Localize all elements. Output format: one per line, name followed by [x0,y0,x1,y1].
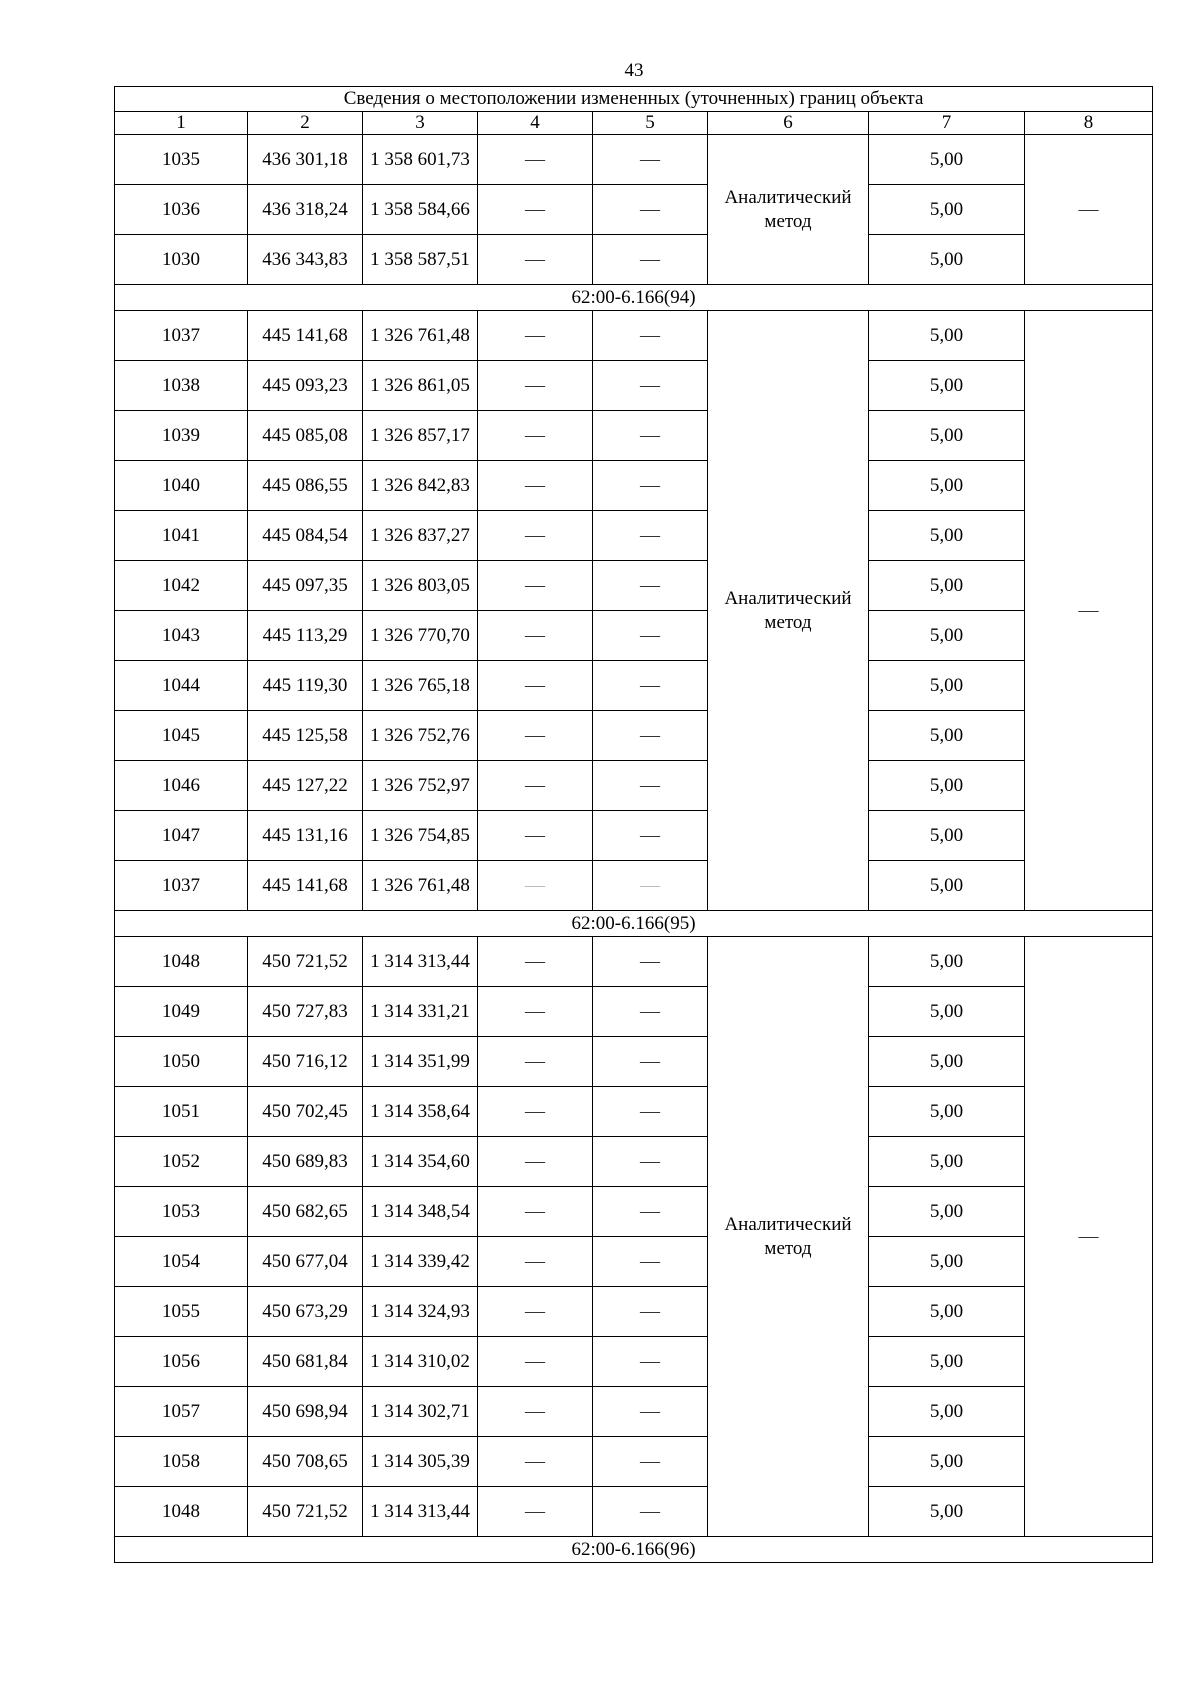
point-number: 1052 [115,1137,248,1187]
table-row [115,1287,1153,1337]
col5-dash: — [593,1087,708,1137]
table-row [115,561,1153,611]
accuracy: 5,00 [869,861,1025,911]
coord-x: 450 681,84 [248,1337,363,1387]
col4-dash: — [478,611,593,661]
col5-dash: — [593,1037,708,1087]
point-number: 1030 [115,235,248,285]
table-row [115,1137,1153,1187]
col5-dash: — [593,511,708,561]
parcel-id: 62:00-6.166(95) [115,911,1153,937]
accuracy: 5,00 [869,1187,1025,1237]
coord-x: 445 086,55 [248,461,363,511]
col4-dash: — [478,511,593,561]
coord-y: 1 326 861,05 [363,361,478,411]
col5-dash: — [593,1237,708,1287]
coord-x: 445 084,54 [248,511,363,561]
coord-y: 1 314 302,71 [363,1387,478,1437]
table-row [115,1487,1153,1537]
table-row [115,811,1153,861]
coord-x: 450 673,29 [248,1287,363,1337]
column-number: 3 [363,112,478,135]
method-line1: Аналитический [724,1213,852,1235]
table-row [115,1337,1153,1387]
coord-y: 1 326 754,85 [363,811,478,861]
coord-y: 1 314 331,21 [363,987,478,1037]
method-cell [708,937,869,1537]
col4-dash: — [478,185,593,235]
col5-dash: — [593,461,708,511]
col4-dash: — [478,1037,593,1087]
col4-dash: — [478,311,593,361]
point-number: 1047 [115,811,248,861]
table-row [115,135,1153,185]
method-line2: метод [764,611,812,633]
point-number: 1037 [115,311,248,361]
accuracy: 5,00 [869,1087,1025,1137]
col4-dash: — [478,361,593,411]
table-caption: Сведения о местоположении измененных (уточненных) границ объекта [115,87,1153,112]
col5-dash: — [593,1387,708,1437]
table-row [115,861,1153,911]
coord-y: 1 314 348,54 [363,1187,478,1237]
table-row [115,235,1153,285]
point-number: 1054 [115,1237,248,1287]
column-number: 1 [115,112,248,135]
coord-x: 436 343,83 [248,235,363,285]
accuracy: 5,00 [869,1387,1025,1437]
point-number: 1051 [115,1087,248,1137]
table-row [115,411,1153,461]
accuracy: 5,00 [869,311,1025,361]
coord-y: 1 326 765,18 [363,661,478,711]
table-row [115,1387,1153,1437]
coord-x: 445 097,35 [248,561,363,611]
boundary-table [114,86,1153,1563]
accuracy: 5,00 [869,1487,1025,1537]
method-cell [708,311,869,911]
col4-dash: — [478,461,593,511]
accuracy: 5,00 [869,1437,1025,1487]
column-number: 5 [593,112,708,135]
column-number-row [115,112,1153,135]
col5-dash: — [593,987,708,1037]
col5-dash: — [593,1487,708,1537]
col5-dash: — [593,1137,708,1187]
column-number: 6 [708,112,869,135]
coord-y: 1 314 310,02 [363,1337,478,1387]
point-number: 1045 [115,711,248,761]
point-number: 1042 [115,561,248,611]
coord-y: 1 314 313,44 [363,937,478,987]
point-number: 1048 [115,937,248,987]
col4-dash: — [478,1287,593,1337]
col5-dash: — [593,1287,708,1337]
col5-dash: — [593,185,708,235]
point-number: 1043 [115,611,248,661]
col5-dash: — [593,761,708,811]
col4-dash: — [478,987,593,1037]
col4-dash: — [478,235,593,285]
accuracy: 5,00 [869,235,1025,285]
accuracy: 5,00 [869,661,1025,711]
table-row [115,1437,1153,1487]
table-row [115,711,1153,761]
coord-y: 1 326 770,70 [363,611,478,661]
coord-y: 1 314 305,39 [363,1437,478,1487]
coord-y: 1 326 857,17 [363,411,478,461]
column-number: 2 [248,112,363,135]
page-number: 43 [624,60,644,81]
coord-y: 1 358 584,66 [363,185,478,235]
coord-x: 445 119,30 [248,661,363,711]
coord-x: 445 113,29 [248,611,363,661]
col8-dash: — [1025,311,1153,911]
method-line1: Аналитический [724,587,852,609]
method-line1: Аналитический [724,186,852,208]
table-row [115,1037,1153,1087]
col4-dash: — [478,1237,593,1287]
col4-dash: — [478,1387,593,1437]
accuracy: 5,00 [869,1237,1025,1287]
coord-y: 1 326 842,83 [363,461,478,511]
point-number: 1057 [115,1387,248,1437]
coord-y: 1 358 587,51 [363,235,478,285]
point-number: 1035 [115,135,248,185]
col4-dash: — [478,1187,593,1237]
coord-x: 450 702,45 [248,1087,363,1137]
coord-x: 450 721,52 [248,937,363,987]
col4-dash: — [478,937,593,987]
table-row [115,937,1153,987]
table-row [115,511,1153,561]
accuracy: 5,00 [869,561,1025,611]
col4-dash: — [478,661,593,711]
col5-dash: — [593,661,708,711]
col5-dash: — [593,411,708,461]
accuracy: 5,00 [869,411,1025,461]
coord-x: 450 698,94 [248,1387,363,1437]
accuracy: 5,00 [869,1287,1025,1337]
parcel-row [115,911,1153,937]
col5-dash: — [593,561,708,611]
col8-dash: — [1025,937,1153,1537]
table-row [115,361,1153,411]
accuracy: 5,00 [869,1137,1025,1187]
coord-x: 445 125,58 [248,711,363,761]
accuracy: 5,00 [869,937,1025,987]
coord-y: 1 326 752,97 [363,761,478,811]
table-row [115,987,1153,1037]
coord-y: 1 326 761,48 [363,861,478,911]
coord-x: 436 318,24 [248,185,363,235]
coord-x: 445 141,68 [248,311,363,361]
accuracy: 5,00 [869,987,1025,1037]
col4-dash: — [478,1087,593,1137]
accuracy: 5,00 [869,461,1025,511]
col5-dash: — [593,1437,708,1487]
point-number: 1049 [115,987,248,1037]
point-number: 1058 [115,1437,248,1487]
coord-y: 1 326 803,05 [363,561,478,611]
point-number: 1053 [115,1187,248,1237]
col5-dash: — [593,311,708,361]
col5-dash: — [593,811,708,861]
accuracy: 5,00 [869,135,1025,185]
table-caption-row [115,87,1153,112]
col4-dash: — [478,811,593,861]
parcel-id: 62:00-6.166(96) [115,1537,1153,1563]
table-row [115,461,1153,511]
coord-x: 450 708,65 [248,1437,363,1487]
point-number: 1039 [115,411,248,461]
point-number: 1038 [115,361,248,411]
point-number: 1046 [115,761,248,811]
accuracy: 5,00 [869,811,1025,861]
col4-dash: — [478,1487,593,1537]
coord-x: 450 716,12 [248,1037,363,1087]
accuracy: 5,00 [869,611,1025,661]
col5-dash: — [593,611,708,661]
coord-x: 445 093,23 [248,361,363,411]
coord-y: 1 326 752,76 [363,711,478,761]
coord-x: 445 141,68 [248,861,363,911]
table-row [115,611,1153,661]
point-number: 1048 [115,1487,248,1537]
col5-dash: — [593,937,708,987]
col4-dash: — [478,411,593,461]
method-line2: метод [764,210,812,232]
coord-y: 1 314 351,99 [363,1037,478,1087]
col5-dash: — [593,861,708,911]
accuracy: 5,00 [869,761,1025,811]
table-row [115,311,1153,361]
point-number: 1050 [115,1037,248,1087]
coord-x: 436 301,18 [248,135,363,185]
col4-dash: — [478,561,593,611]
coord-y: 1 314 339,42 [363,1237,478,1287]
column-number: 7 [869,112,1025,135]
coord-x: 450 689,83 [248,1137,363,1187]
column-number: 8 [1025,112,1153,135]
coord-y: 1 314 324,93 [363,1287,478,1337]
table-row [115,1237,1153,1287]
coord-y: 1 314 354,60 [363,1137,478,1187]
parcel-row [115,1537,1153,1563]
col4-dash: — [478,711,593,761]
table-row [115,185,1153,235]
accuracy: 5,00 [869,361,1025,411]
coord-x: 450 682,65 [248,1187,363,1237]
method-cell [708,135,869,285]
point-number: 1041 [115,511,248,561]
coord-x: 445 127,22 [248,761,363,811]
col4-dash: — [478,1337,593,1387]
coord-x: 445 131,16 [248,811,363,861]
coord-y: 1 314 358,64 [363,1087,478,1137]
table-row [115,661,1153,711]
point-number: 1040 [115,461,248,511]
table-row [115,761,1153,811]
col4-dash: — [478,135,593,185]
accuracy: 5,00 [869,185,1025,235]
coord-x: 450 721,52 [248,1487,363,1537]
col8-dash: — [1025,135,1153,285]
coord-x: 450 727,83 [248,987,363,1037]
col5-dash: — [593,1337,708,1387]
table-row [115,1087,1153,1137]
coord-y: 1 314 313,44 [363,1487,478,1537]
accuracy: 5,00 [869,511,1025,561]
table-row [115,1187,1153,1237]
coord-y: 1 326 837,27 [363,511,478,561]
accuracy: 5,00 [869,1337,1025,1387]
point-number: 1044 [115,661,248,711]
col4-dash: — [478,861,593,911]
accuracy: 5,00 [869,711,1025,761]
coord-x: 450 677,04 [248,1237,363,1287]
col5-dash: — [593,1187,708,1237]
point-number: 1056 [115,1337,248,1387]
col5-dash: — [593,361,708,411]
coord-y: 1 358 601,73 [363,135,478,185]
method-line2: метод [764,1237,812,1259]
col5-dash: — [593,235,708,285]
column-number: 4 [478,112,593,135]
col5-dash: — [593,135,708,185]
coord-y: 1 326 761,48 [363,311,478,361]
coord-x: 445 085,08 [248,411,363,461]
point-number: 1037 [115,861,248,911]
point-number: 1055 [115,1287,248,1337]
col4-dash: — [478,1137,593,1187]
col5-dash: — [593,711,708,761]
col4-dash: — [478,761,593,811]
parcel-row [115,285,1153,311]
parcel-id: 62:00-6.166(94) [115,285,1153,311]
accuracy: 5,00 [869,1037,1025,1087]
point-number: 1036 [115,185,248,235]
col4-dash: — [478,1437,593,1487]
